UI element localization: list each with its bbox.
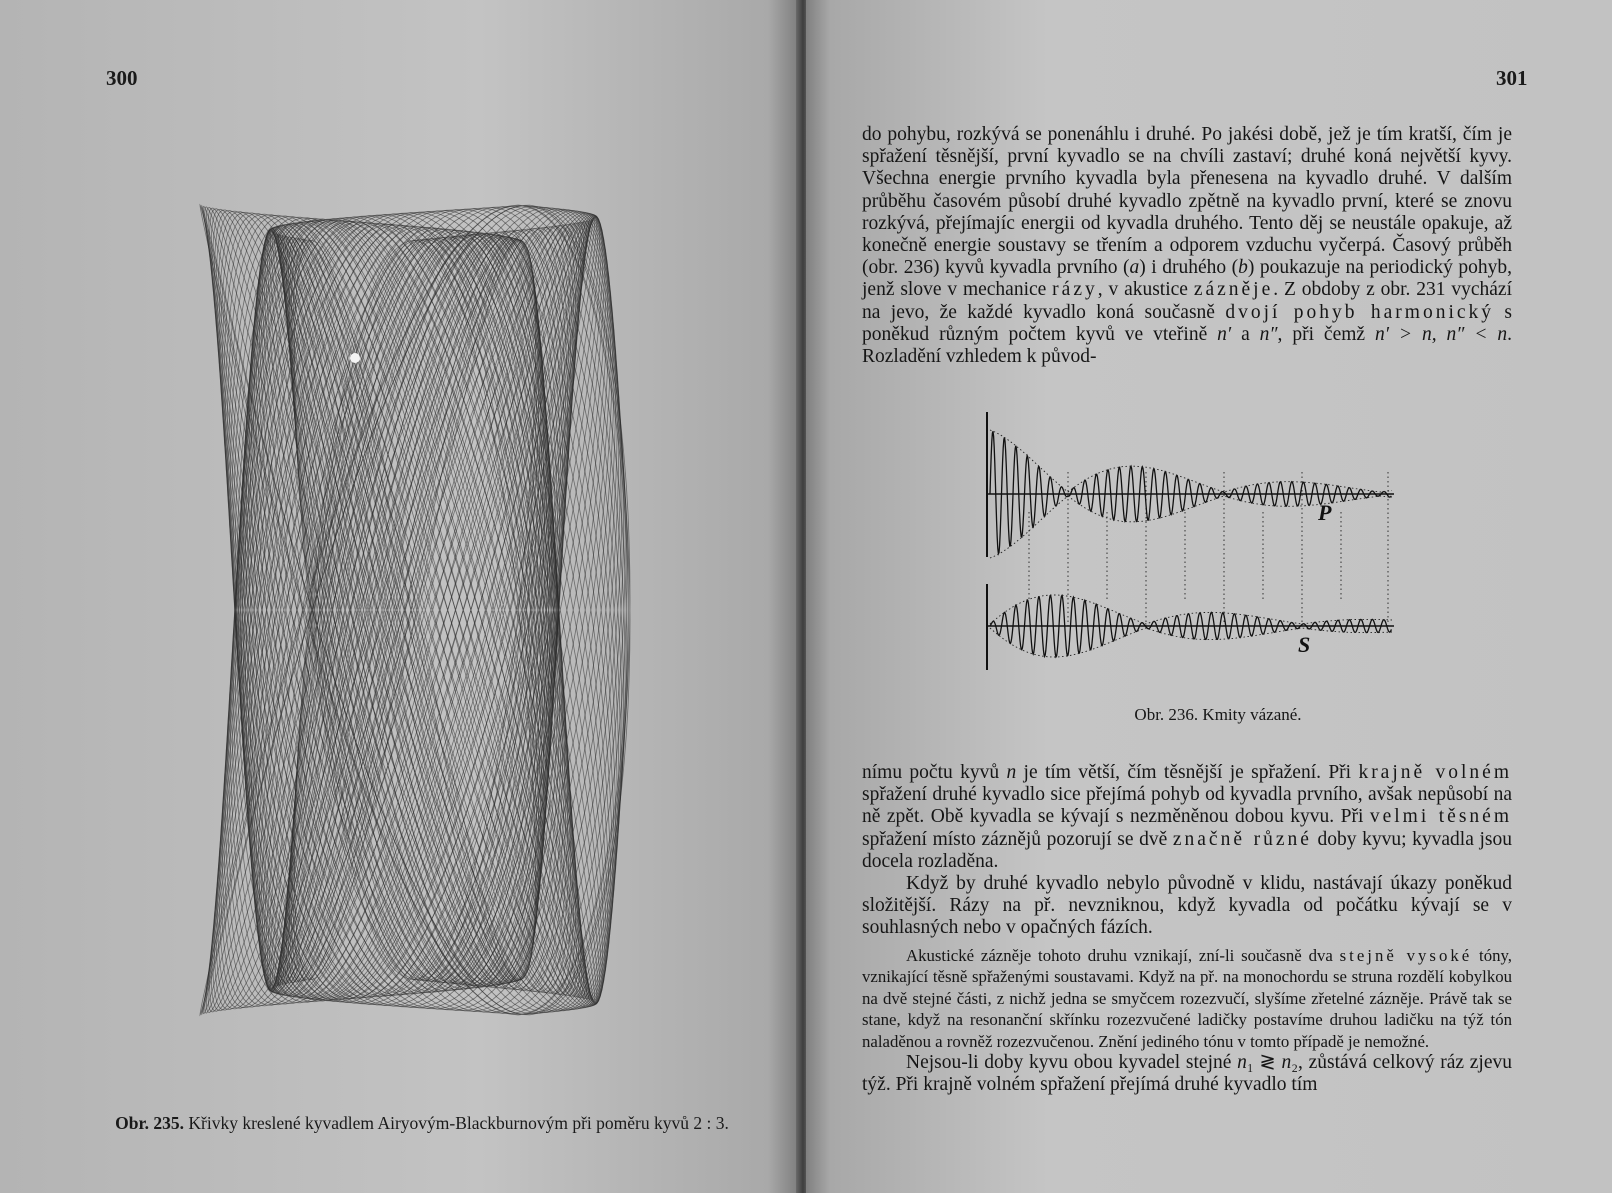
figure-236-envelope-p-top: [990, 430, 1392, 492]
figure-236-caption-label: Obr. 236.: [1134, 705, 1199, 724]
paragraph-acoustic-beats: Akustické zázněje tohoto druhu vznikají, zní-li současně dva stejně vysoké tóny, vznikající těsně spřaženými soustavami. Když na př. na monochordu se struna rozdělí kobylkou na dvě stejné části, z nichž jedna se smyčcem rozezvučí, slyšíme zřetelné zázněje. Právě tak se stane, když na resonanční skřínku rozezvučené ladičky postavíme druhou ladičku na týž tón naladěnou a rovněž rozezvučenou. Znění jediného tónu v tomto případě je nemožné.: [862, 945, 1512, 1051]
paragraph-coupling-tightness: nímu počtu kyvů n je tím větší, čím těsnější je spřažení. Při krajně volném spřažení druhé kyvadlo sice přejímá pohyb od kyvadla prvního, avšak nepůsobí na ně zpět. Obě kyvadla se kývají s nezměněnou dobou kyvu. Při velmi těsném spřažení místo záznějů pozorují se dvě značně různé doby kyvu; kyvadla jsou docela rozladěna.: [862, 762, 1512, 872]
figure-236-envelope-s-top: [990, 595, 1392, 624]
figure-235-airy-curves: [170, 100, 660, 1100]
figure-236-wave-p: [990, 431, 1391, 553]
figure-236-caption-text: Kmity vázané.: [1198, 705, 1302, 724]
page-number-right: 301: [1496, 66, 1528, 90]
paragraph-initial-motion: Když by druhé kyvadlo nebylo původně v klidu, nastávají úkazy poněkud složitější. Rázy na př. nevzniknou, když kyvadla od počátku kývají se v souhlasných nebo v opačných fázích.: [862, 873, 1512, 939]
left-page: [0, 0, 800, 1193]
figure-236-envelope-s-bottom: [990, 628, 1392, 657]
figure-236-envelope-p-bottom: [990, 496, 1392, 558]
figure-236-label-p: P: [1318, 500, 1332, 525]
paragraph-coupled-pendulums: [862, 124, 1512, 368]
paragraphs-continued: [862, 762, 1512, 1097]
figure-236-coupled-oscillations: [984, 412, 1414, 692]
paragraph-unequal-periods: Nejsou-li doby kyvu obou kyvadel stejné n₁ ≷ n₂, zůstává celkový ráz zjevu týž. Při krajně volném spřažení přejímá druhé kyvadlo tím: [862, 1052, 1513, 1096]
figure-236-label-s: S: [1298, 632, 1311, 657]
paragraph-text: do pohybu, rozkývá se ponenáhlu i druhé. Po jakési době, jež je tím kratší, čím je spřažení těsnější, první kyvadlo se na chvíli zastaví; druhé koná největší kyvy. Všechna energie prvního kyvadla byla přenesena na kyvadlo druhé. V dalším průběhu časovém působí druhé kyvadlo zpětně na kyvadlo první, které se znovu rozkývá, přejímajíc energii od kyvadla druhého. Tento děj se neustále opakuje, až konečně energie soustavy se třením a odporem vzduchu vyčerpá. Časový průběh (obr. 236) kyvů kyvadla prvního (a) i druhého (b) poukazuje na periodický pohyb, jenž slove v mechanice rázy, v akustice zázněje. Z obdoby z obr. 231 vychází na jevo, že každé kyvadlo koná současně dvojí pohyb harmonický s poněkud různým počtem kyvů ve vteřině n′ a n″, při čemž n′ > n, n″ < n. Rozladění vzhledem k původ-: [862, 124, 1513, 368]
figure-235-caption: [92, 1112, 752, 1134]
figure-236-caption: [1028, 705, 1408, 725]
figure-235-pivot-dot: [350, 353, 360, 363]
right-page: [806, 0, 1612, 1193]
page-number-left: 300: [106, 66, 138, 90]
figure-235-caption-label: Obr. 235.: [115, 1113, 185, 1133]
figure-235-caption-text: Křivky kreslené kyvadlem Airyovým-Blackburnovým při poměru kyvů 2 : 3.: [184, 1113, 729, 1133]
